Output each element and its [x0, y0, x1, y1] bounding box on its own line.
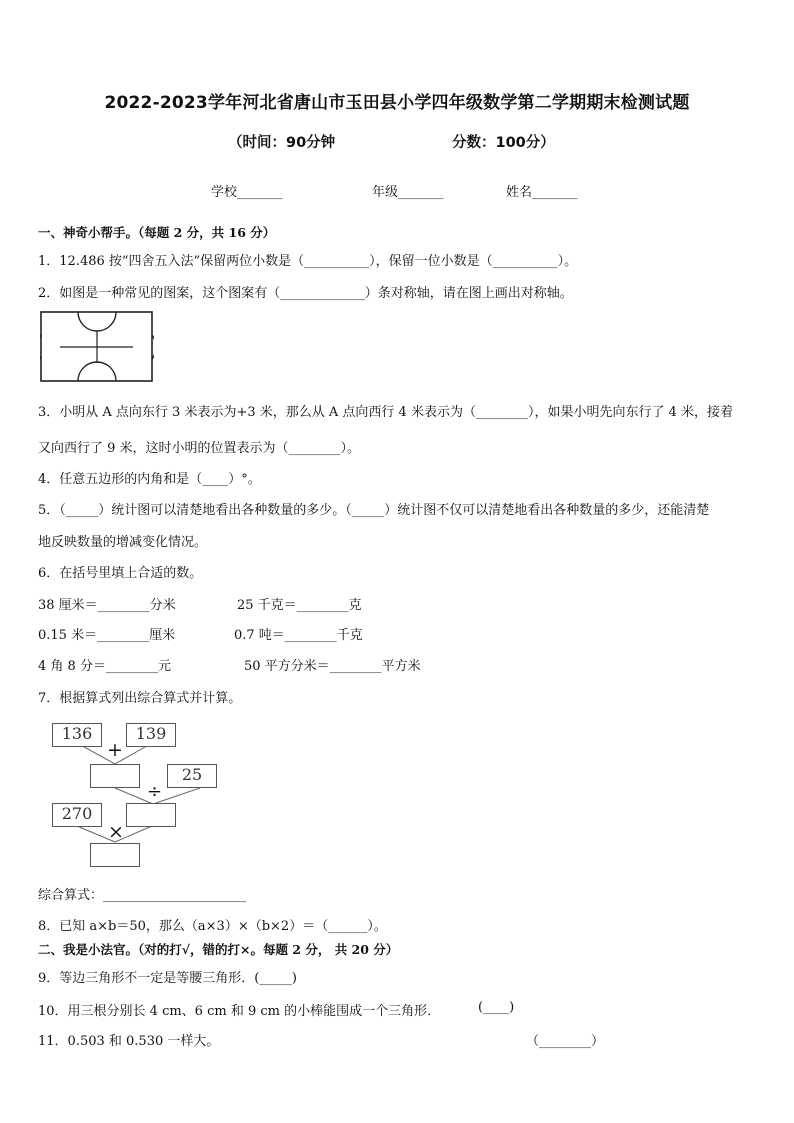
question-6: 6．在括号里填上合适的数。 — [38, 566, 203, 581]
question-9: 9．等边三角形不一定是等腰三角形．(_____) — [38, 971, 297, 986]
question-10: 10．用三根分别长 4 cm、6 cm 和 9 cm 的小棒能围成一个三角形． — [38, 1004, 441, 1019]
divide-operator: ÷ — [147, 781, 163, 802]
question-4: 4．任意五边形的内角和是（____）°。 — [38, 472, 261, 487]
name-field[interactable]: 姓名_______ — [506, 185, 578, 200]
question-5-line-1: 5．（_____）统计图可以清楚地看出各种数量的多少。（_____）统计图不仅可以清楚地看出各种数量的多少，还能清楚 — [38, 503, 710, 518]
flow-answer-box-1[interactable] — [90, 764, 140, 788]
flow-number-25: 25 — [167, 764, 217, 788]
question-2: 2．如图是一种常见的图案，这个图案有（_____________）条对称轴，请在图上画出对称轴。 — [38, 286, 573, 301]
question-6-item-1: 38 厘米＝________分米 — [38, 598, 176, 613]
question-3-line-1: 3．小明从 A 点向东行 3 米表示为+3 米，那么从 A 点向西行 4 米表示为（________），如果小明先向东行了 4 米，接着 — [38, 405, 733, 420]
school-field[interactable]: 学校_______ — [211, 185, 283, 200]
flow-number-139: 139 — [126, 723, 176, 747]
total-score: 分数：100分） — [452, 135, 555, 151]
question-10-answer[interactable]: (____) — [478, 1000, 515, 1015]
flow-number-270: 270 — [52, 803, 102, 827]
question-11-answer[interactable]: （________） — [526, 1034, 605, 1049]
question-6-item-6: 50 平方分米＝________平方米 — [244, 659, 421, 674]
question-3-line-2: 又向西行了 9 米，这时小明的位置表示为（________）。 — [38, 441, 361, 456]
question-7: 7．根据算式列出综合算式并计算。 — [38, 691, 242, 706]
question-6-item-2: 25 千克＝________克 — [237, 598, 362, 613]
symmetry-pattern-figure — [40, 311, 154, 383]
question-6-item-3: 0.15 米＝________厘米 — [38, 628, 176, 643]
question-1: 1．12.486 按“四舍五入法”保留两位小数是（__________），保留一位小数是（__________）。 — [38, 254, 578, 269]
page-title: 2022-2023学年河北省唐山市玉田县小学四年级数学第二学期期末检测试题 — [104, 93, 690, 113]
multiply-operator: × — [108, 821, 124, 843]
question-5-line-2: 地反映数量的增减变化情况。 — [38, 535, 208, 550]
grade-field[interactable]: 年级_______ — [372, 185, 444, 200]
time-limit: （时间：90分钟 — [228, 135, 336, 151]
question-7-formula: 综合算式：______________________ — [38, 888, 247, 903]
flow-number-136: 136 — [52, 723, 102, 747]
flow-answer-box-2[interactable] — [126, 803, 176, 827]
section-2-heading: 二、我是小法官。（对的打√，错的打×。每题 2 分， 共 20 分） — [38, 942, 399, 957]
plus-operator: + — [107, 739, 123, 761]
question-6-item-5: 4 角 8 分＝________元 — [38, 659, 171, 674]
question-11: 11．0.503 和 0.530 一样大。 — [38, 1034, 220, 1049]
question-8: 8．已知 a×b＝50，那么（a×3）×（b×2）＝（______）。 — [38, 919, 387, 934]
flow-answer-box-3[interactable] — [90, 843, 140, 867]
question-6-item-4: 0.7 吨＝________千克 — [234, 628, 363, 643]
section-1-heading: 一、神奇小帮手。（每题 2 分，共 16 分） — [38, 225, 276, 240]
